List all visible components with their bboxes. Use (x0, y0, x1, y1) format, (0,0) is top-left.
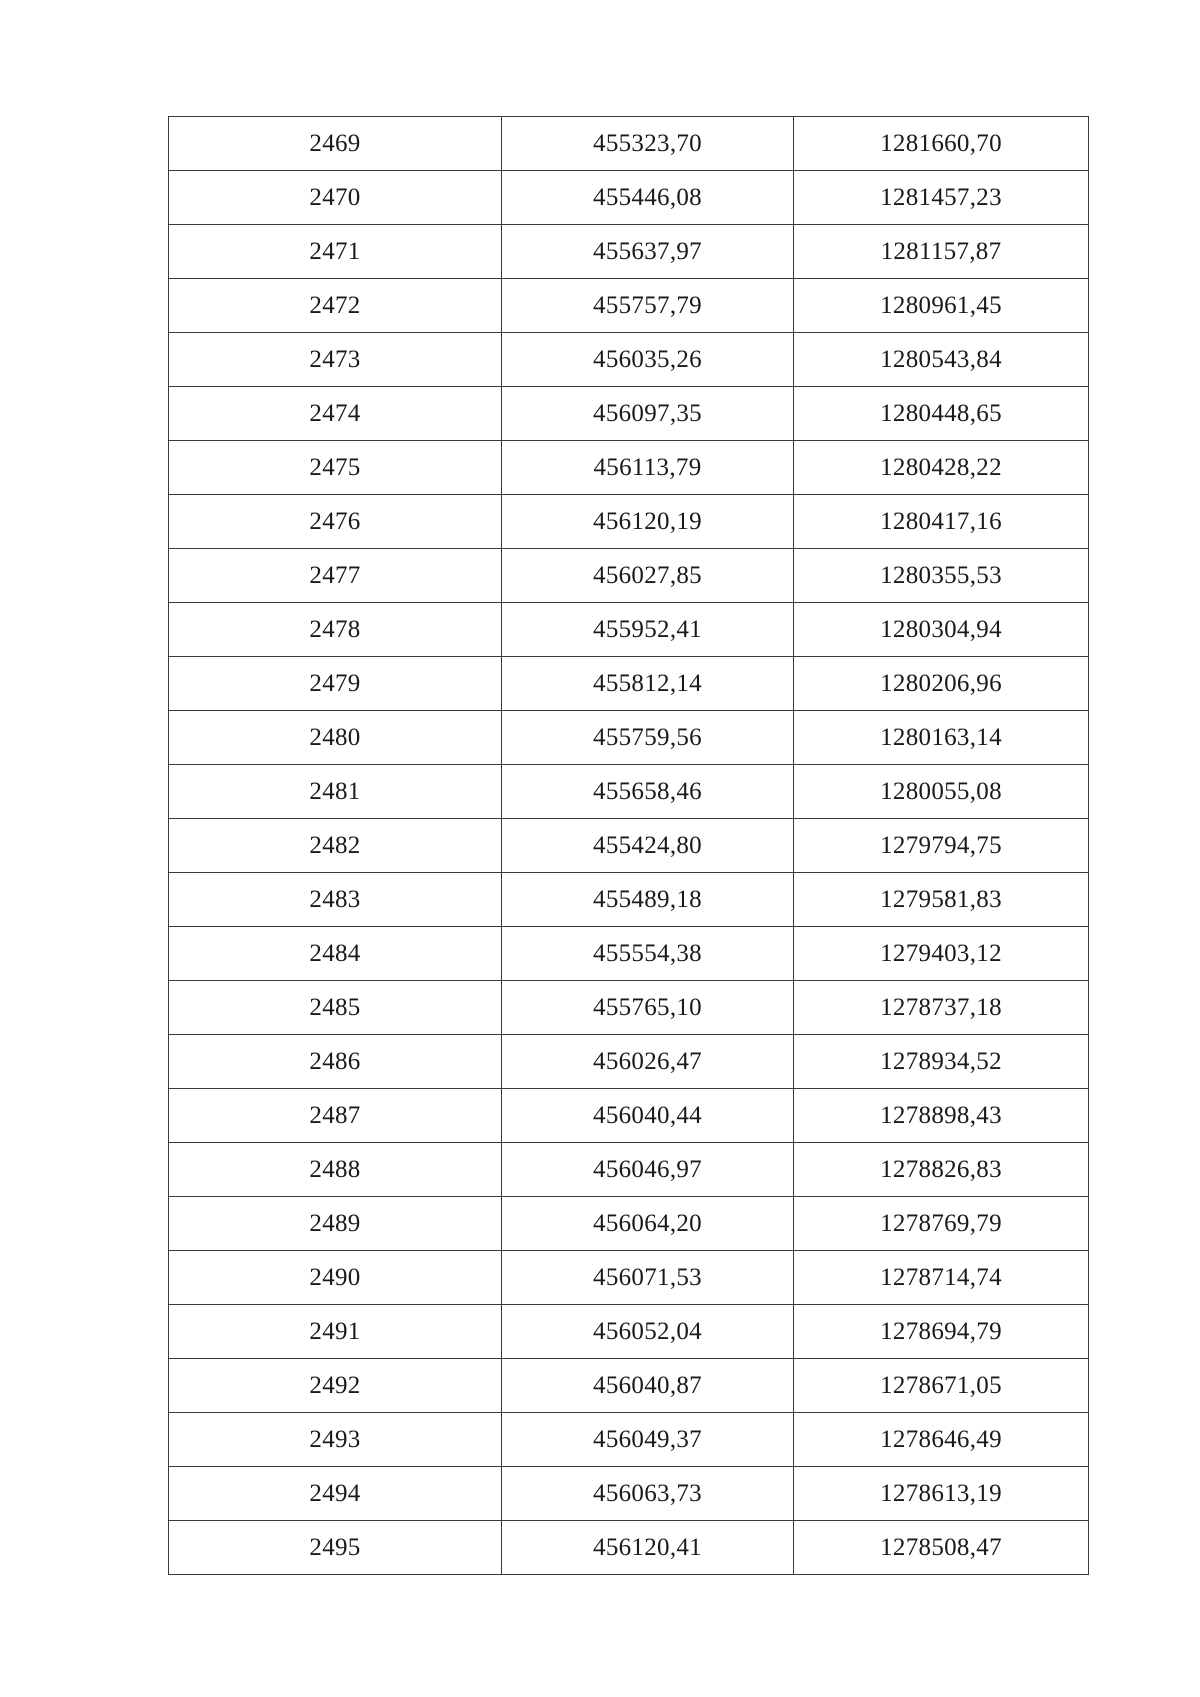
x-coordinate-cell: 455446,08 (502, 171, 794, 225)
x-coordinate-cell: 456071,53 (502, 1251, 794, 1305)
point-number-cell: 2474 (169, 387, 502, 441)
table-row (169, 981, 1089, 1035)
y-coordinate-cell: 1280055,08 (794, 765, 1089, 819)
point-number-cell: 2479 (169, 657, 502, 711)
table-row (169, 1359, 1089, 1413)
x-coordinate-cell: 456026,47 (502, 1035, 794, 1089)
y-coordinate-cell: 1278714,74 (794, 1251, 1089, 1305)
point-number-cell: 2489 (169, 1197, 502, 1251)
x-coordinate-cell: 456120,19 (502, 495, 794, 549)
x-coordinate-cell: 455658,46 (502, 765, 794, 819)
table-row (169, 711, 1089, 765)
point-number-cell: 2472 (169, 279, 502, 333)
coordinates-table (168, 116, 1089, 1575)
point-number-cell: 2476 (169, 495, 502, 549)
x-coordinate-cell: 456113,79 (502, 441, 794, 495)
x-coordinate-cell: 456097,35 (502, 387, 794, 441)
y-coordinate-cell: 1280428,22 (794, 441, 1089, 495)
y-coordinate-cell: 1279794,75 (794, 819, 1089, 873)
point-number-cell: 2488 (169, 1143, 502, 1197)
table-row (169, 441, 1089, 495)
point-number-cell: 2485 (169, 981, 502, 1035)
x-coordinate-cell: 455489,18 (502, 873, 794, 927)
table-row (169, 1413, 1089, 1467)
point-number-cell: 2478 (169, 603, 502, 657)
point-number-cell: 2491 (169, 1305, 502, 1359)
x-coordinate-cell: 455424,80 (502, 819, 794, 873)
y-coordinate-cell: 1280355,53 (794, 549, 1089, 603)
x-coordinate-cell: 455952,41 (502, 603, 794, 657)
point-number-cell: 2487 (169, 1089, 502, 1143)
y-coordinate-cell: 1280543,84 (794, 333, 1089, 387)
y-coordinate-cell: 1279581,83 (794, 873, 1089, 927)
x-coordinate-cell: 456035,26 (502, 333, 794, 387)
point-number-cell: 2490 (169, 1251, 502, 1305)
table-row (169, 225, 1089, 279)
point-number-cell: 2495 (169, 1521, 502, 1575)
x-coordinate-cell: 456063,73 (502, 1467, 794, 1521)
y-coordinate-cell: 1278898,43 (794, 1089, 1089, 1143)
point-number-cell: 2481 (169, 765, 502, 819)
y-coordinate-cell: 1278694,79 (794, 1305, 1089, 1359)
table-row (169, 657, 1089, 711)
table-row (169, 603, 1089, 657)
table-row (169, 117, 1089, 171)
y-coordinate-cell: 1278737,18 (794, 981, 1089, 1035)
point-number-cell: 2483 (169, 873, 502, 927)
point-number-cell: 2471 (169, 225, 502, 279)
x-coordinate-cell: 455812,14 (502, 657, 794, 711)
y-coordinate-cell: 1278671,05 (794, 1359, 1089, 1413)
table-row (169, 1035, 1089, 1089)
y-coordinate-cell: 1280206,96 (794, 657, 1089, 711)
table-row (169, 387, 1089, 441)
point-number-cell: 2469 (169, 117, 502, 171)
x-coordinate-cell: 455637,97 (502, 225, 794, 279)
x-coordinate-cell: 455757,79 (502, 279, 794, 333)
x-coordinate-cell: 456064,20 (502, 1197, 794, 1251)
point-number-cell: 2482 (169, 819, 502, 873)
y-coordinate-cell: 1280417,16 (794, 495, 1089, 549)
table-row (169, 1251, 1089, 1305)
table-row (169, 1143, 1089, 1197)
table-row (169, 279, 1089, 333)
y-coordinate-cell: 1278934,52 (794, 1035, 1089, 1089)
table-row (169, 819, 1089, 873)
table-row (169, 171, 1089, 225)
table-row (169, 873, 1089, 927)
table-row (169, 549, 1089, 603)
y-coordinate-cell: 1278769,79 (794, 1197, 1089, 1251)
point-number-cell: 2484 (169, 927, 502, 981)
x-coordinate-cell: 456040,44 (502, 1089, 794, 1143)
x-coordinate-cell: 456049,37 (502, 1413, 794, 1467)
point-number-cell: 2470 (169, 171, 502, 225)
x-coordinate-cell: 456046,97 (502, 1143, 794, 1197)
y-coordinate-cell: 1278826,83 (794, 1143, 1089, 1197)
table-row (169, 765, 1089, 819)
x-coordinate-cell: 456040,87 (502, 1359, 794, 1413)
point-number-cell: 2494 (169, 1467, 502, 1521)
table-row (169, 1521, 1089, 1575)
x-coordinate-cell: 455554,38 (502, 927, 794, 981)
table-row (169, 333, 1089, 387)
y-coordinate-cell: 1278646,49 (794, 1413, 1089, 1467)
y-coordinate-cell: 1280304,94 (794, 603, 1089, 657)
y-coordinate-cell: 1278613,19 (794, 1467, 1089, 1521)
y-coordinate-cell: 1279403,12 (794, 927, 1089, 981)
x-coordinate-cell: 456120,41 (502, 1521, 794, 1575)
x-coordinate-cell: 455765,10 (502, 981, 794, 1035)
x-coordinate-cell: 456052,04 (502, 1305, 794, 1359)
table-row (169, 927, 1089, 981)
y-coordinate-cell: 1281457,23 (794, 171, 1089, 225)
table-row (169, 1197, 1089, 1251)
point-number-cell: 2477 (169, 549, 502, 603)
point-number-cell: 2480 (169, 711, 502, 765)
coordinates-table-body (169, 117, 1089, 1575)
point-number-cell: 2486 (169, 1035, 502, 1089)
y-coordinate-cell: 1280961,45 (794, 279, 1089, 333)
y-coordinate-cell: 1281157,87 (794, 225, 1089, 279)
y-coordinate-cell: 1280448,65 (794, 387, 1089, 441)
y-coordinate-cell: 1280163,14 (794, 711, 1089, 765)
point-number-cell: 2475 (169, 441, 502, 495)
table-row (169, 1305, 1089, 1359)
table-row (169, 1089, 1089, 1143)
table-row (169, 1467, 1089, 1521)
y-coordinate-cell: 1278508,47 (794, 1521, 1089, 1575)
point-number-cell: 2493 (169, 1413, 502, 1467)
x-coordinate-cell: 455323,70 (502, 117, 794, 171)
table-row (169, 495, 1089, 549)
point-number-cell: 2473 (169, 333, 502, 387)
x-coordinate-cell: 455759,56 (502, 711, 794, 765)
point-number-cell: 2492 (169, 1359, 502, 1413)
y-coordinate-cell: 1281660,70 (794, 117, 1089, 171)
x-coordinate-cell: 456027,85 (502, 549, 794, 603)
